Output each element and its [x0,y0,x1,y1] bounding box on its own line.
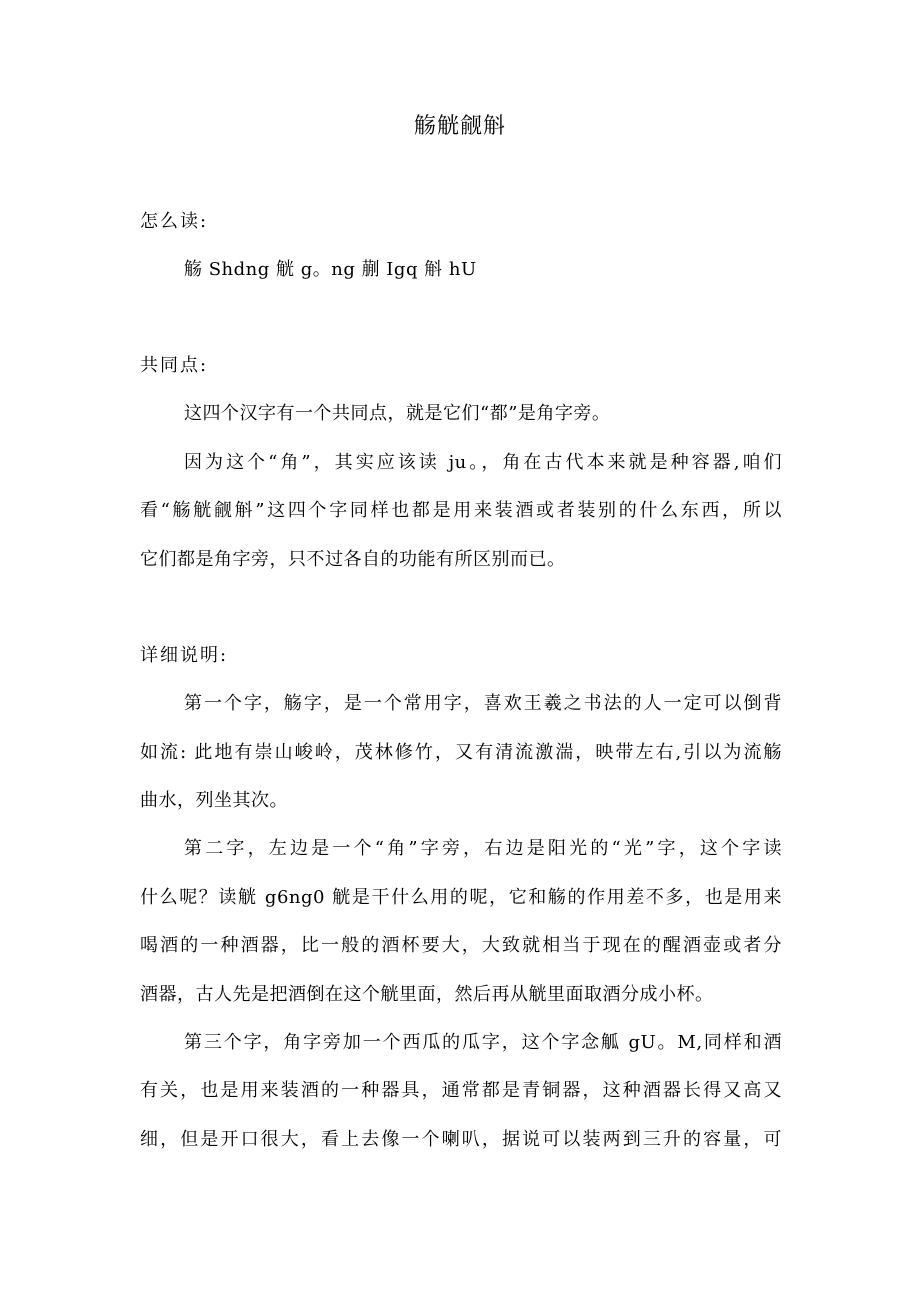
common-paragraph-2-line-2: 看“觞觥觎斛”这四个字同样也都是用来装酒或者装别的什么东西，所以 [140,500,782,521]
detail-paragraph-2-line-1: 第二字，左边是一个“角”字旁，右边是阳光的“光”字，这个字读 [184,838,782,859]
detail-paragraph-1-line-2: 如流: 此地有崇山峻岭，茂林修竹，又有清流激湍，映带左右,引以为流觞 [140,742,782,763]
detail-paragraph-2-line-2: 什么呢？读觥 g6ng0 觥是干什么用的呢，它和觞的作用差不多，也是用来 [140,887,782,908]
detail-paragraph-1-line-3: 曲水，列坐其次。 [140,790,288,811]
common-paragraph-2-line-3: 它们都是角字旁，只不过各自的功能有所区别而已。 [140,549,566,570]
detail-paragraph-1-line-1: 第一个字，觞字，是一个常用字，喜欢王羲之书法的人一定可以倒背 [184,693,782,714]
detail-paragraph-2-line-3: 喝酒的一种酒器，比一般的酒杯要大，大致就相当于现在的醒酒壶或者分 [140,935,782,956]
document-title: 觞觥觎斛 [413,114,506,139]
common-heading: 共同点: [140,355,209,376]
reading-text: 觞 Shdng 觥 g。ng 蒯 Igq 斛 hU [184,259,477,280]
detail-paragraph-3-line-2: 有关，也是用来装酒的一种器具，通常都是青铜器，这种酒器长得又高又 [140,1080,782,1101]
common-paragraph-1-line-1: 这四个汉字有一个共同点，就是它们“都”是角字旁。 [184,403,611,424]
detail-paragraph-3-line-1: 第三个字，角字旁加一个西瓜的瓜字，这个字念觚 gU。M,同样和酒 [184,1032,782,1053]
detail-paragraph-2-line-4: 酒器，古人先是把酒倒在这个觥里面，然后再从觥里面取酒分成小杯。 [140,984,714,1005]
detail-paragraph-3-line-3: 细，但是开口很大，看上去像一个喇叭，据说可以装两到三升的容量，可 [140,1129,782,1150]
reading-heading: 怎么读: [140,211,209,232]
detail-heading: 详细说明: [140,645,229,666]
common-paragraph-2-line-1: 因为这个“角”，其实应该读 ju。，角在古代本来就是种容器,咱们 [184,452,782,473]
